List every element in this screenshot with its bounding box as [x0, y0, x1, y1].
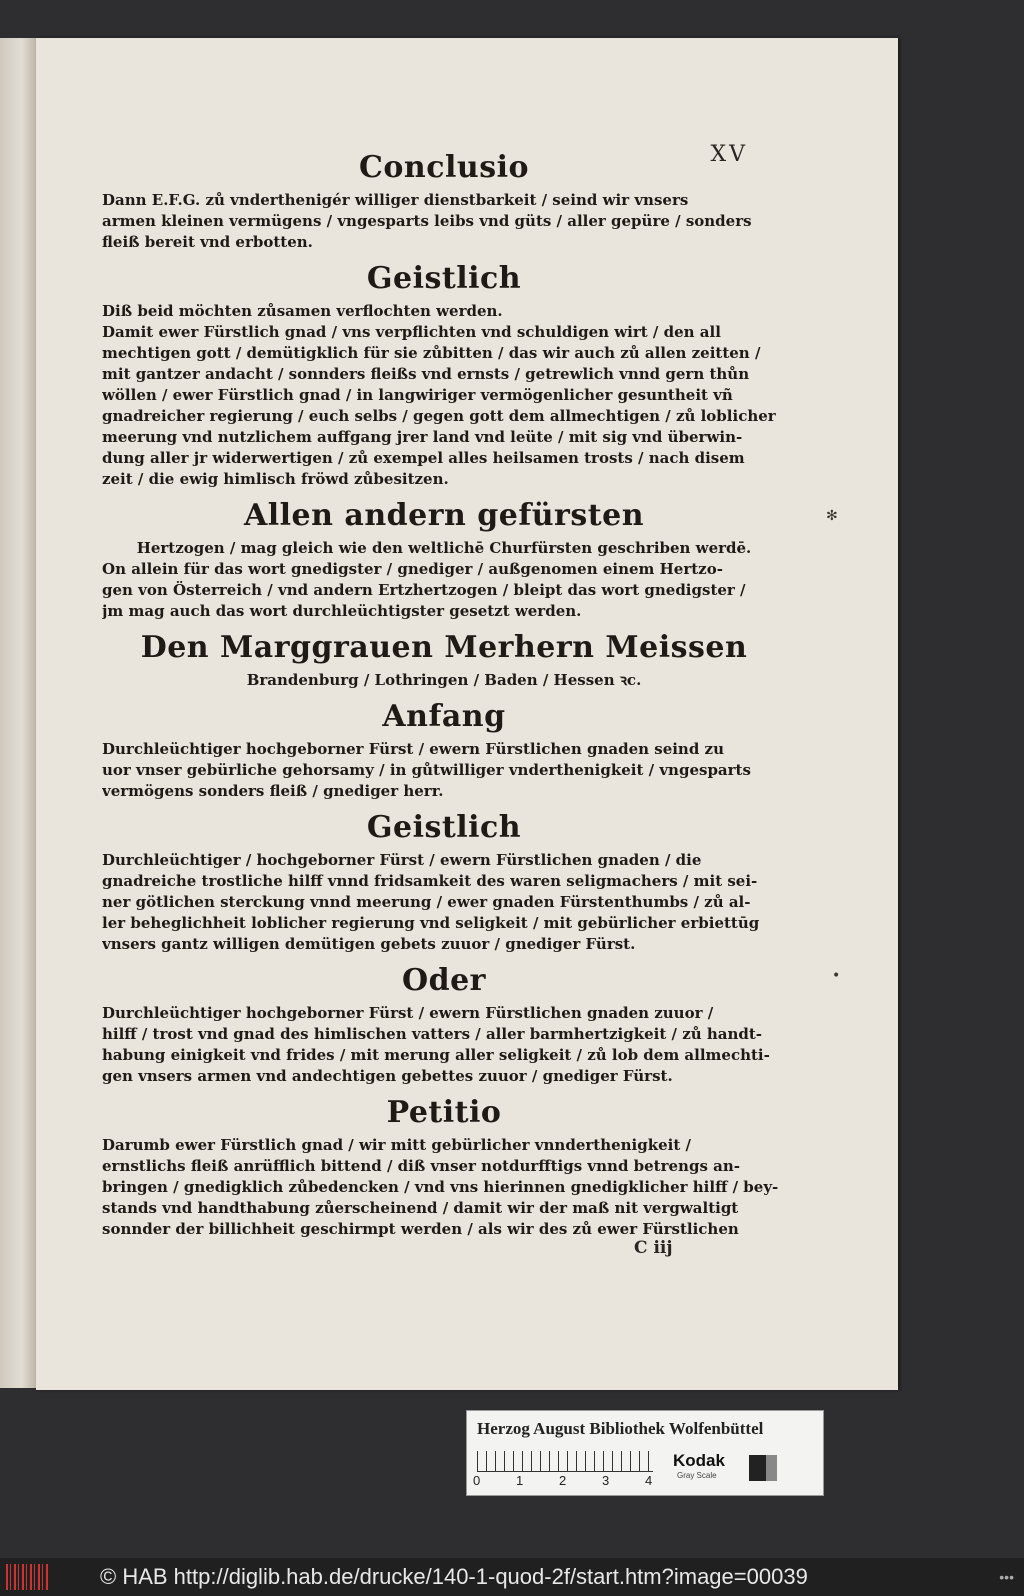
- subheading: [102, 538, 786, 559]
- barcode-icon: [6, 1564, 48, 1590]
- text-line: wöllen / ewer Fürstlich gnad / in langwiriger vermögenlicher gesuntheit vñ: [102, 386, 733, 404]
- text-line: Durchleüchtiger hochgeborner Fürst / ewern Fürstlichen gnaden zuuor /: [102, 1004, 714, 1022]
- text-line: hilff / trost vnd gnad des himlischen vatters / aller barmhertzigkeit / zů handt-: [102, 1025, 763, 1043]
- section-heading: Geistlich: [366, 261, 522, 296]
- text-line: ler beheglichheit loblicher regierung vnd seligkeit / mit gebürlicher erbiettūg: [102, 914, 760, 932]
- paragraph: [102, 190, 786, 253]
- signature-mark: C iij: [634, 1238, 673, 1258]
- text-line: mit gantzer andacht / sonnders fleißs vnd ernsts / getrewlich vnnd gern thůn: [102, 365, 750, 383]
- text-line: zeit / die ewig himlisch fröwd zůbesitzen.: [102, 470, 449, 488]
- text-line: jm mag auch das wort durchleüchtigster gesetzt werden.: [102, 602, 582, 620]
- text-line: gnadreiche trostliche hilff vnnd fridsamkeit des waren seligmachers / mit sei-: [102, 872, 758, 890]
- text-line: Darumb ewer Fürstlich gnad / wir mitt gebürlicher vnnderthenigkeit /: [102, 1136, 692, 1154]
- paragraph: [102, 850, 786, 955]
- ruler-number: 4: [645, 1473, 653, 1488]
- text-line: uor vnser gebürliche gehorsamy / in gůtwilliger vnderthenigkeit / vngesparts: [102, 761, 751, 779]
- text-line: lichē Churfürsten geschriben werdē.: [443, 539, 752, 557]
- text-line: fleiß bereit vnd erbotten.: [102, 233, 313, 251]
- text-line: Hertzogen / mag gleich wie den welt: [136, 539, 444, 557]
- text-line: On allein für das wort gnedigster / gnediger / außgenomen einem Hertzo-: [102, 560, 723, 578]
- previous-page-edge: [0, 38, 36, 1388]
- text-line: stands vnd handthabung zůerscheinend / damit wir der maß nit vergwaltigt: [102, 1199, 739, 1217]
- paragraph: [102, 739, 786, 802]
- text-line: bringen / gnedigklich zůbedencken / vnd vns hierinnen gnedigklicher hilff / bey-: [102, 1178, 779, 1196]
- text-line: Dann E.F.G. zů vnderthenigér williger dienstbarkeit / seind wir vnsers: [102, 191, 689, 209]
- subheading: [102, 670, 786, 691]
- paragraph: [102, 559, 786, 622]
- source-url[interactable]: © HAB http://diglib.hab.de/drucke/140-1-quod-2f/start.htm?image=00039: [100, 1564, 808, 1589]
- section-heading: Conclusio: [359, 150, 529, 185]
- text-line: ner götlichen sterckung vnnd meerung / ewer gnaden Fürstenthumbs / zů al-: [102, 893, 751, 911]
- text-line: Durchleüchtiger / hochgeborner Fürst / ewern Fürstlichen gnaden / die: [102, 851, 702, 869]
- text-line: armen kleinen vermügens / vngesparts leibs vnd güts / aller gepüre / sonders: [102, 212, 752, 230]
- paragraph: [102, 1135, 786, 1240]
- ink-speck: •: [832, 968, 841, 984]
- text-line: gen vnsers armen vnd andechtigen gebettes zuuor / gnediger Fürst.: [102, 1067, 673, 1085]
- text-line: Brandenburg / Lothringen / Baden / Hessen ꝛc.: [246, 671, 642, 689]
- text-line: vermögens sonders fleiß / gnediger herr.: [102, 782, 444, 800]
- text-line: meerung vnd nutzlichem auffgang jrer land vnd leüte / mit sig vnd überwin-: [102, 428, 743, 446]
- section-heading: Allen andern gefürsten: [243, 498, 645, 533]
- gray-scale-label: Gray Scale: [677, 1471, 717, 1480]
- gray-patch: [749, 1455, 777, 1481]
- section-heading: Petitio: [386, 1095, 502, 1130]
- more-icon[interactable]: •••: [999, 1569, 1014, 1585]
- library-name: Herzog August Bibliothek Wolfenbüttel: [477, 1419, 764, 1438]
- section-heading: Anfang: [382, 699, 506, 734]
- text-line: ernstlichs fleiß anrüfflich bittend / diß vnser notdurfftigs vnnd betrengs an-: [102, 1157, 740, 1175]
- section-heading: Geistlich: [366, 810, 522, 845]
- section-heading: Oder: [401, 963, 486, 998]
- ruler-number: 0: [473, 1473, 481, 1488]
- text-line: habung einigkeit vnd frides / mit merung aller seligkeit / zů lob dem allmechti-: [102, 1046, 770, 1064]
- page-text: [102, 142, 786, 1240]
- ruler-number: 2: [559, 1473, 567, 1488]
- kodak-logo: Kodak: [673, 1451, 725, 1470]
- text-line: dung aller jr widerwertigen / zů exempel alles heilsamen trosts / nach disem: [102, 449, 745, 467]
- section-heading: Den Marggrauen Merhern Meissen: [140, 630, 748, 665]
- text-line: Diß beid möchten zůsamen verflochten werden.: [102, 302, 503, 320]
- ink-speck: ✻: [826, 508, 838, 524]
- text-line: gen von Österreich / vnd andern Ertzhertzogen / bleipt das wort gnedigster /: [102, 581, 746, 599]
- ruler-number: 1: [516, 1473, 524, 1488]
- paragraph: [102, 301, 786, 490]
- ruler-number: 3: [602, 1473, 610, 1488]
- scanned-page: [36, 38, 898, 1390]
- color-target-card: [466, 1410, 824, 1496]
- ruler-scale: [477, 1451, 653, 1472]
- text-line: vnsers gantz willigen demütigen gebets zuuor / gnediger Fürst.: [102, 935, 636, 953]
- text-line: mechtigen gott / demütigklich für sie zůbitten / das wir auch zů allen zeitten /: [102, 344, 761, 362]
- text-line: gnadreicher regierung / euch selbs / gegen gott dem allmechtigen / zů loblicher: [102, 407, 776, 425]
- footer-bar: [0, 1558, 1024, 1596]
- text-line: Durchleüchtiger hochgeborner Fürst / ewern Fürstlichen gnaden seind zu: [102, 740, 724, 758]
- text-line: sonnder der billichheit geschirmpt werden / als wir des zů ewer Fürstlichen: [102, 1220, 739, 1238]
- folio-number: XV: [710, 142, 748, 167]
- text-line: Damit ewer Fürstlich gnad / vns verpflichten vnd schuldigen wirt / den all: [102, 323, 721, 341]
- paragraph: [102, 1003, 786, 1087]
